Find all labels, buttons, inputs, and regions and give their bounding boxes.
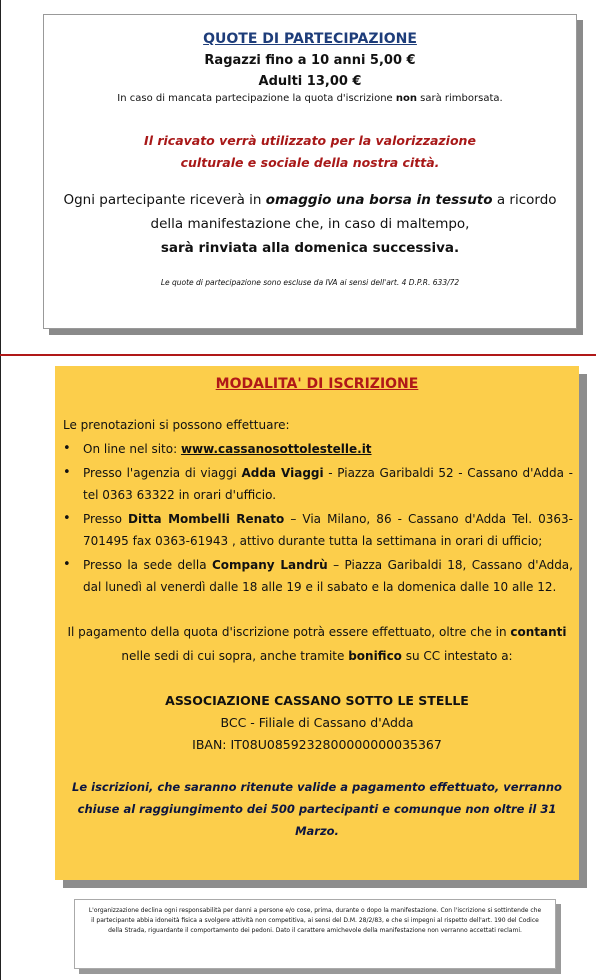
- list-item: • Presso Ditta Mombelli Renato – Via Milano, 86 - Cassano d'Adda Tel. 0363-701495 fax 0363-61943 , attivo durante tutta la settimana in orari di ufficio;: [63, 508, 573, 552]
- page-left-border: [0, 0, 1, 980]
- vat-note: Le quote di partecipazione sono escluse da IVA ai sensi dell'art. 4 D.P.R. 633/72: [160, 278, 460, 287]
- website-link[interactable]: www.cassanosottolestelle.it: [180, 442, 372, 456]
- fees-box: [43, 14, 577, 329]
- disclaimer-box: [74, 899, 556, 969]
- iban: IBAN: IT08U0859232800000000035367: [192, 737, 442, 752]
- section-divider: [0, 354, 596, 356]
- list-item: • Presso la sede della Company Landrù – Piazza Garibaldi 18, Cassano d'Adda, dal lunedì al venerdì dalle 18 alle 19 e il sabato e la domenica dalle 10 alle 12.: [63, 554, 573, 598]
- registration-lead: Le prenotazioni si possono effettuare:: [63, 418, 290, 432]
- fee-adults: Adulti 13,00 €: [258, 74, 362, 89]
- closing-note: Le iscrizioni, che saranno ritenute valide a pagamento effettuato, verranno chiuse al raggiungimento dei 500 partecipanti e comunque non oltre il 31 Marzo.: [72, 780, 562, 838]
- registration-box: [55, 366, 579, 880]
- disclaimer-text: L'organizzazione declina ogni responsabilità per danni a persone e/o cose, prima, durante o dopo la manifestazione. Con l'iscrizione si sottintende che il partecipante abbia idoneità fisica a svolgere attività non competitiva, ai sensi del D.M. 28/2/83, e che si impegni al rispetto dell'art. 190 del Codice della Strada, riguardante il comportamento dei pedoni. Dato il carattere amichevole della manifestazione non verranno accettati reclami.: [88, 907, 542, 934]
- bank-name: BCC - Filiale di Cassano d'Adda: [220, 715, 414, 730]
- association-details: [55, 690, 579, 756]
- payment-text: Il pagamento della quota d'iscrizione potrà essere effettuato, oltre che in contanti nelle sedi di cui sopra, anche tramite bonifico su CC intestato a:: [67, 625, 567, 663]
- fees-title: QUOTE DI PARTECIPAZIONE: [203, 31, 417, 47]
- gift-text: Ogni partecipante riceverà in omaggio una borsa in tessuto a ricordo della manifestazione che, in caso di maltempo, sarà rinviata alla domenica successiva.: [63, 192, 557, 256]
- association-name: ASSOCIAZIONE CASSANO SOTTO LE STELLE: [165, 693, 469, 708]
- registration-list: [55, 438, 579, 598]
- refund-note: In caso di mancata partecipazione la quota d'iscrizione non sarà rimborsata.: [117, 93, 503, 104]
- proceeds-text: Il ricavato verrà utilizzato per la valorizzazione culturale e sociale della nostra città.: [144, 133, 476, 170]
- list-item: • Presso l'agenzia di viaggi Adda Viaggi - Piazza Garibaldi 52 - Cassano d'Adda - tel 0363 63322 in orari d'ufficio.: [63, 462, 573, 506]
- list-item: • On line nel sito: www.cassanosottolestelle.it: [63, 438, 573, 460]
- registration-title: MODALITA' DI ISCRIZIONE: [215, 376, 419, 392]
- fee-children: Ragazzi fino a 10 anni 5,00 €: [204, 53, 416, 68]
